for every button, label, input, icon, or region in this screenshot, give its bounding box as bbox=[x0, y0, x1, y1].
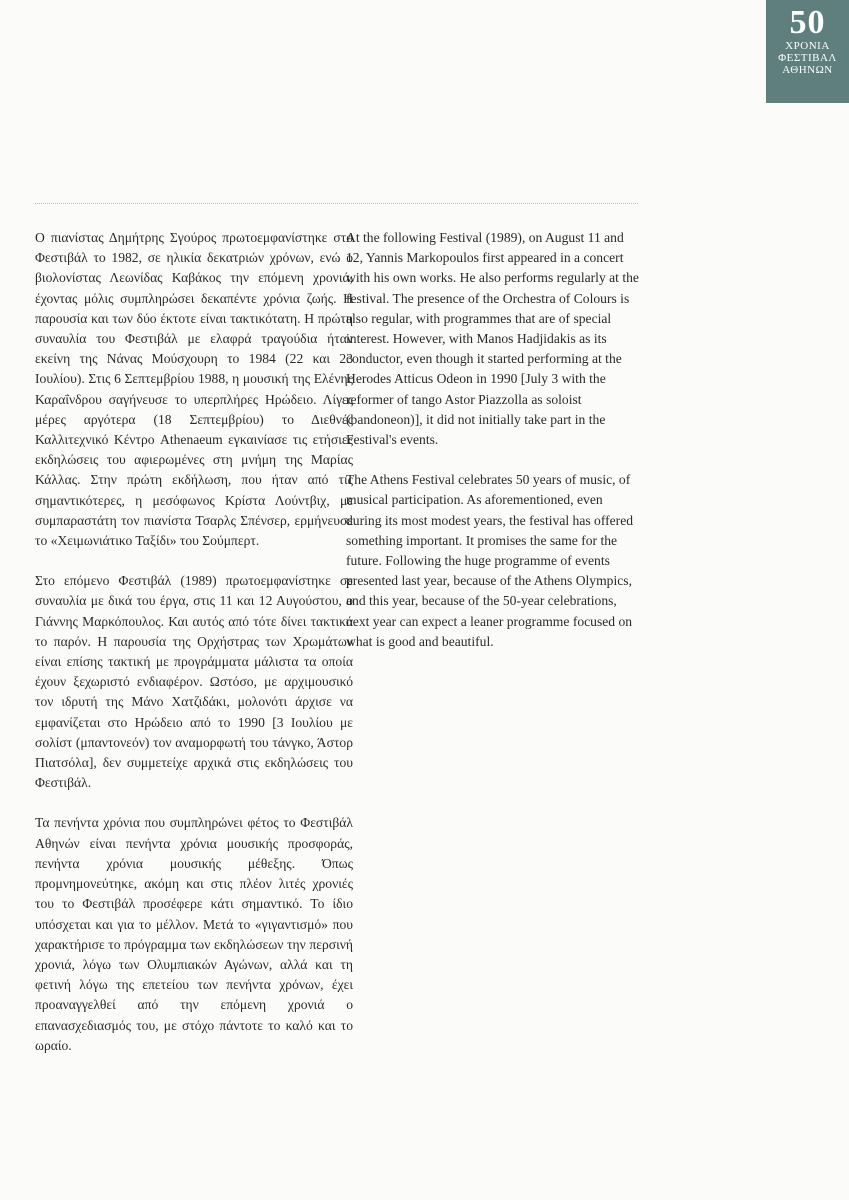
greek-paragraph-3: Τα πενήντα χρόνια που συμπληρώνει φέτος το Φεστιβάλ Αθηνών είναι πενήντα χρόνια μουσικής προσφοράς, πενήντα χρόνια μουσικής μέθεξης. Όπως προμνημονεύτηκε, ακόμη και στις πλέον λιτές χρονιές του το Φεστιβάλ προσέφερε κάτι σημαντικό. Το ίδιο υπόσχεται και για το μέλλον. Μετά το «γιγαντισμό» που χαρακτήρισε το πρόγραμμα των εκδηλώσεων την περσινή χρονιά, λόγω των Ολυμπιακών Αγώνων, αλλά και τη φετινή λόγω της επετείου των πενήντα χρόνων, έχει προαναγγελθεί από την επόμενη χρονιά ο επανασχεδιασμός του, με στόχο πάντοτε το καλό και το ωραίο. bbox=[35, 815, 353, 1053]
greek-paragraph-2: Στο επόμενο Φεστιβάλ (1989) πρωτοεμφανίστηκε σε συναυλία με δικά του έργα, στις 11 και 12 Αυγούστου, ο Γιάννης Μαρκόπουλος. Και αυτός από τότε δίνει τακτικά το παρόν. Η παρουσία της Ορχήστρας των Χρωμάτων είναι επίσης τακτική με προγράμματα μάλιστα τα οποία έχουν ξεχωριστό ενδιαφέρον. Ωστόσο, με αρχιμουσικό τον ιδρυτή της Μάνο Χατζιδάκι, μολονότι άρχισε να εμφανίζεται στο Ηρώδειο από το 1990 [3 Ιουλίου με σολίστ (μπαντονεόν) τον αναμορφωτή του τάνγκο, Άστορ Πιατσόλα], δεν συμμετείχε αρχικά στις εκδηλώσεις του Φεστιβάλ. bbox=[35, 573, 353, 791]
badge-line-festival: ΦΕΣΤΙΒΑΛ bbox=[778, 52, 837, 64]
badge-line-years: ΧΡΟΝΙΑ bbox=[785, 40, 830, 52]
greek-paragraph-1: Ο πιανίστας Δημήτρης Σγούρος πρωτοεμφανίστηκε στο Φεστιβάλ το 1982, σε ηλικία δεκατριών χρόνων, ενώ ο βιολονίστας Λεωνίδας Καβάκος την επόμενη χρονιά, έχοντας μόλις συμπληρώσει δεκαπέντε χρόνια ζωής. Η παρουσία και των δύο έκτοτε είναι τακτικότατη. Η πρώτη συναυλία του Φεστιβάλ με ελαφρά τραγούδια ήταν εκείνη της Νάνας Μούσχουρη το 1984 (22 και 23 Ιουλίου). Στις 6 Σεπτεμβρίου 1988, η μουσική της Ελένης Καραΐνδρου σαγήνευσε το υπερπλήρες Ηρώδειο. Λίγες μέρες αργότερα (18 Σεπτεμβρίου) το Διεθνές Καλλιτεχνικό Κέντρο Athenaeum εγκαινίασε τις ετήσιες εκδηλώσεις του αφιερωμένες στη μνήμη της Μαρίας Κάλλας. Στην πρώτη εκδήλωση, που ήταν από τις σημαντικότερες, η μεσόφωνος Κρίστα Λούντβιχ, με συμπαραστάτη τον πιανίστα Τσαρλς Σπένσερ, ερμήνευσε το «Χειμωνιάτικο Ταξίδι» του Σούμπερτ. bbox=[35, 230, 353, 549]
anniversary-badge bbox=[766, 0, 849, 103]
badge-number: 50 bbox=[789, 4, 826, 41]
greek-text-column bbox=[35, 228, 353, 1056]
badge-line-athens: ΑΘΗΝΩΝ bbox=[782, 64, 833, 76]
english-text-column bbox=[346, 228, 639, 652]
english-paragraph-1: At the following Festival (1989), on August 11 and 12, Yannis Markopoulos first appeared in a concert with his own works. He also performs regularly at the festival. The presence of the Orchestra of Colours is also regular, with programmes that are of special interest. However, with Manos Hadjidakis as its conductor, even though it started performing at the Herodes Atticus Odeon in 1990 [July 3 with the reformer of tango Astor Piazzolla as soloist (bandoneon)], it did not initially take part in the Festival's events. bbox=[346, 230, 639, 448]
dotted-divider bbox=[35, 203, 638, 204]
english-paragraph-2: The Athens Festival celebrates 50 years of music, of musical participation. As aforementioned, even during its most modest years, the festival has offered something important. It promises the same for the future. Following the huge programme of events presented last year, because of the Athens Olympics, and this year, because of the 50-year celebrations, next year can expect a leaner programme focused on what is good and beautiful. bbox=[346, 472, 634, 649]
